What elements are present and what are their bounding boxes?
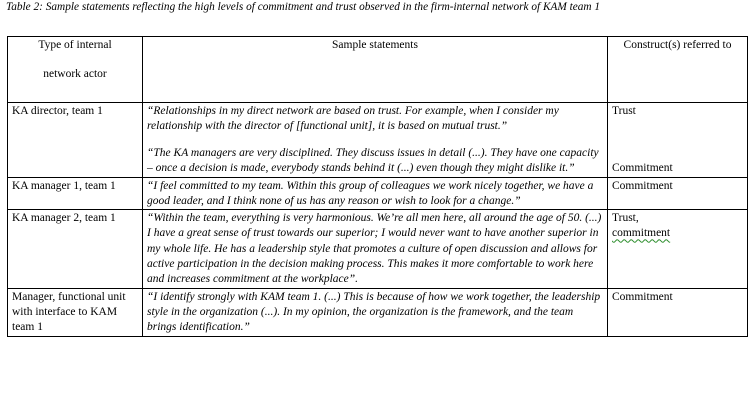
- construct-cell: Commitment: [608, 177, 748, 210]
- statements-table: [7, 36, 748, 337]
- statement-text: “The KA managers are very disciplined. They discuss issues in detail (...). They have one capacity – once a decision is made, everybody stands behind it (...) even though they might dislike it.”: [147, 146, 599, 174]
- header-actor-type: [8, 37, 143, 103]
- header-actor-line-2: network actor: [43, 68, 107, 81]
- table-row: [8, 210, 748, 288]
- construct-text: Commitment: [612, 162, 673, 175]
- construct-text-spellcheck: commitment: [612, 227, 671, 240]
- table-caption: Table 2: Sample statements reflecting the high levels of commitment and trust observed in the firm-internal network of KAM team 1: [6, 1, 601, 13]
- actor-cell: Manager, functional unit with interface to KAM team 1: [8, 288, 143, 336]
- construct-text: Trust,: [612, 212, 639, 225]
- statement-cell: “Within the team, everything is very harmonious. We’re all men here, all around the age of 50. (...) I have a great sense of trust towards our superior; I would never want to have another superior in my whole life. He has a leadership style that promotes a culture of open discussion and allows for active participation in the decision making process. This makes it more comfortable to work here and increases commitment at the workplace”.: [143, 210, 608, 288]
- header-actor-line-1: Type of internal: [38, 39, 112, 51]
- header-constructs: Construct(s) referred to: [608, 37, 748, 103]
- construct-cell: Commitment: [608, 288, 748, 336]
- statement-cell: [143, 103, 608, 178]
- table-row: [8, 288, 748, 336]
- table-row: [8, 103, 748, 178]
- header-sample-statements: Sample statements: [143, 37, 608, 103]
- construct-cell: [608, 103, 748, 178]
- statement-text: “Relationships in my direct network are based on trust. For example, when I consider my relationship with the director of [functional unit], it is based on mutual trust.”: [147, 105, 559, 133]
- table-header-row: [8, 37, 748, 103]
- actor-cell: KA manager 1, team 1: [8, 177, 143, 210]
- statement-cell: “I feel committed to my team. Within this group of colleagues we work nicely together, we have a good leader, and I think none of us has any reason or wish to look for a change.”: [143, 177, 608, 210]
- actor-cell: KA director, team 1: [8, 103, 143, 178]
- construct-cell: [608, 210, 748, 288]
- construct-text: Trust: [612, 105, 636, 117]
- statement-cell: “I identify strongly with KAM team 1. (...) This is because of how we work together, the leadership style in the organization (...). In my opinion, the organization is the framework, and the team brings identification.”: [143, 288, 608, 336]
- actor-cell: KA manager 2, team 1: [8, 210, 143, 288]
- table-row: [8, 177, 748, 210]
